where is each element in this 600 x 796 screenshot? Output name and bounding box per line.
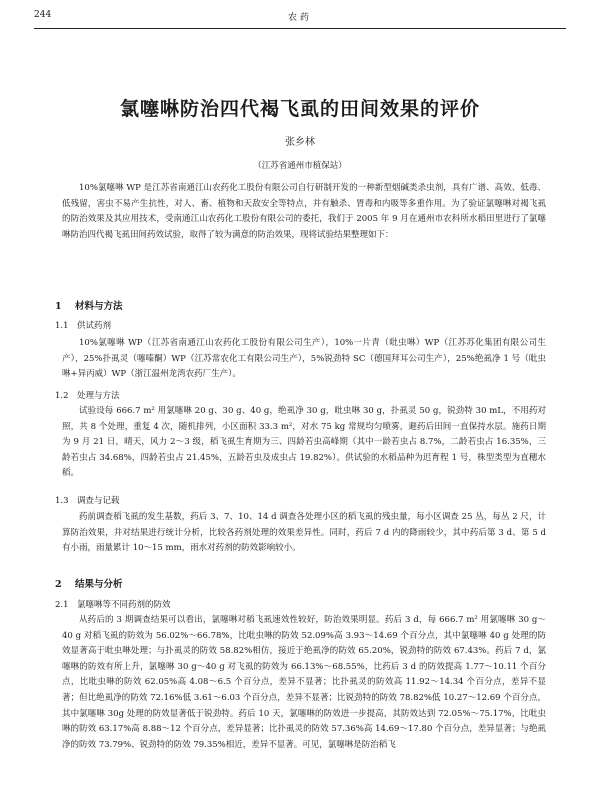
- subsection-1-2-heading: [55, 389, 120, 401]
- subsection-number: 1.3: [55, 496, 69, 506]
- author-affiliation: （江苏省通州市植保站）: [253, 161, 347, 171]
- subsection-title: 氯噻啉等不同药剂的防效: [77, 600, 171, 610]
- section-1-heading: [55, 298, 123, 312]
- paragraph-test-agents: 10%氯噻啉 WP（江苏省南通江山农药化工股份有限公司生产），10%一片青（吡虫啉）WP（江苏苏化集团有限公司生产），25%扑虱灵（噻嗪酮）WP（江苏常农化工有限公司生产），5%锐劲特 SC（德国拜耳公司生产），25%绝虱净 1 号（吡虫啉+异丙威）WP（浙江温州龙湾农药厂生产）。: [62, 338, 546, 380]
- section-title: 材料与方法: [75, 301, 123, 312]
- subsection-2-1-heading: [55, 598, 171, 610]
- subsection-title: 处理与方法: [77, 391, 120, 401]
- article-title: 氯噻啉防治四代褐飞虱的田间效果的评价: [119, 98, 480, 120]
- section-title: 结果与分析: [75, 579, 123, 590]
- subsection-number: 1.1: [55, 321, 69, 331]
- intro-paragraph: 10%氯噻啉 WP 是江苏省南通江山农药化工股份有限公司自行研制开发的一种新型烟碱类杀虫剂，具有广谱、高效、低毒、低残留，害虫不易产生抗性，对人、畜、植物和天敌安全等特点，并有触杀、胃毒和内吸等多重作用。为了验证氯噻啉对褐飞虱的防治效果及其应用技术，受南通江山农药化工股份有限公司的委托，我们于 2005 年 9 月在通州市农科所水稻田里进行了氯噻啉防治四代褐飞虱田间药效试验，取得了较为满意的防治效果，现将试验结果整理如下：: [62, 183, 546, 240]
- section-2-heading: [55, 576, 123, 590]
- subsection-1-1-heading: [55, 319, 111, 331]
- subsection-title: 调查与记载: [77, 496, 120, 506]
- page-number: 244: [34, 10, 52, 20]
- paragraph-treatment-method: 试验设每 666.7 m² 用氯噻啉 20 g、30 g、40 g，绝虱净 30 g，吡虫啉 30 g，扑虱灵 50 g，锐劲特 30 mL，不用药对照，共 8 个处理，重复 4 次，随机排列，小区面积 33.3 m²，对水 75 kg 常规均匀喷雾，避药后田间一直保持水层。施药日期为 9 月 21 日，晴天，风力 2～3 级，稻飞虱生育期为三、四龄若虫高峰期（其中一龄若虫占 8.7%，二龄若虫占 16.35%，三龄若虫占 34.68%，四龄若虫占 21.45%，五龄若虫及成虫占 19.82%）。供试验的水稻品种为迟育程 1 号，株型类型为直穗水稻。: [62, 406, 546, 479]
- subsection-1-3-heading: [55, 494, 120, 506]
- subsection-number: 2.1: [55, 600, 69, 610]
- author-name: 张乡林: [285, 137, 315, 148]
- paragraph-results: 从药后的 3 期调查结果可以看出，氯噻啉对稻飞虱速效性较好，防治效果明显。药后 3 d，每 666.7 m² 用氯噻啉 30 g～40 g 对稻飞虱的防效为 56.02%～66.78%，比吡虫啉的防效 52.09%高 3.93～14.69 个百分点，其中氯噻啉 40 g 处理的防效显著高于吡虫啉处理；与扑虱灵的防效 58.82%相仿，接近于绝虱净的防效 65.20%，锐劲特的防效 67.43%。药后 7 d，氯噻啉的防效有所上升，氯噻啉 30 g～40 g 对飞虱的防效为 66.13%～68.55%，比药后 3 d 的防效提高 1.77～10.11 个百分点，比吡虫啉的防效 62.05%高 4.08～6.5 个百分点，差异不显著；比扑虱灵的防效高 11.92～14.34 个百分点，差异不显著；但比绝虱净的防效 72.16%低 3.61～6.03 个百分点，差异不显著；比锐劲特的防效 78.82%低 10.27～12.69 个百分点，其中氯噻啉 30g 处理的防效显著低于锐劲特。药后 10 天，氯噻啉的防效进一步提高，其防效达到 72.05%～75.17%，比吡虫啉的防效 63.17%高 8.88～12 个百分点，差异显著；比扑虱灵的防效 57.36%高 14.69～17.80 个百分点，差异显著；与绝虱净的防效 73.79%、锐劲特的防效 79.35%相近，差异不显著。可见，氯噻啉是防治稻飞: [62, 615, 546, 750]
- journal-name: 农药: [287, 13, 312, 23]
- subsection-title: 供试药剂: [77, 321, 112, 331]
- subsection-number: 1.2: [55, 391, 69, 401]
- section-number: 2: [55, 579, 62, 590]
- section-number: 1: [55, 301, 62, 312]
- running-header: [34, 10, 566, 29]
- paragraph-survey-record: 药前调查稻飞虱的发生基数，药后 3、7、10、14 d 调查各处理小区的稻飞虱的残虫量，每小区调查 25 丛，每丛 2 尺，计算防治效果，并对结果进行统计分析，比较各药剂处理的效果差异性。同时，药后 7 d 内的降雨较少，其中药后第 3 d、第 5 d 有小雨，雨量累计 10～15 mm，雨水对药剂的防效影响较小。: [62, 512, 546, 554]
